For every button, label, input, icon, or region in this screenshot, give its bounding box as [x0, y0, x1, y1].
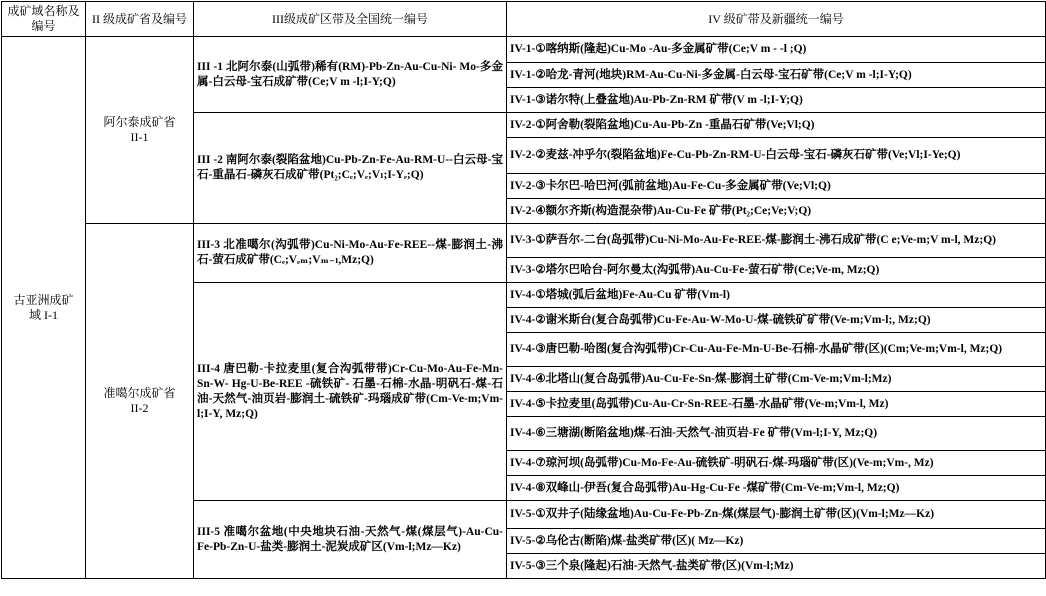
zone-cell: IV-2-②麦兹-冲乎尔(裂陷盆地)Fe-Cu-Pb-Zn-RM-U-白云母-宝石-磷灰石矿带(Ve;Vl;I-Ye;Q) — [507, 138, 1046, 174]
province-cell: 准噶尔成矿省 II-2 — [86, 224, 194, 579]
belt-cell: III-3 北准噶尔(沟弧带)Cu-Ni-Mo-Au-Fe-REE--煤-膨润土-沸石-萤石成矿带(Cₑ;Vₑₘ;Vₘ₋ₗ,Mz;Q) — [194, 224, 507, 283]
header-row — [2, 2, 1046, 37]
zone-cell: IV-1-①喀纳斯(隆起)Cu-Mo -Au-多金属矿带(Ce;V m - -l ;Q) — [507, 37, 1046, 63]
province-cell: 阿尔泰成矿省 II-1 — [86, 37, 194, 224]
zone-cell: IV-3-②塔尔巴哈台-阿尔曼太(沟弧带)Au-Cu-Fe-萤石矿带(Ce;Ve-m, Mz;Q) — [507, 258, 1046, 283]
zone-cell: IV-3-①萨吾尔-二台(岛弧带)Cu-Ni-Mo-Au-Fe-REE-煤-膨润土-沸石成矿带(C e;Ve-m;V m-l, Mz;Q) — [507, 224, 1046, 258]
mineral-belt-table — [1, 1, 1046, 579]
zone-cell: IV-4-⑦琼河坝(岛弧带)Cu-Mo-Fe-Au-硫铁矿-明矾石-煤-玛瑙矿带(区)(Ve-m;Vm-, Mz) — [507, 451, 1046, 476]
domain-cell: 古亚洲成矿域 I-1 — [2, 37, 86, 579]
zone-cell: IV-5-②乌伦古(断陷)煤-盐类矿带(区)( Mz—Kz) — [507, 529, 1046, 554]
belt-cell: III-4 唐巴勒-卡拉麦里(复合沟弧带带)Cr-Cu-Mo-Au-Fe-Mn-Sn-W- Hg-U-Be-REE -硫铁矿- 石墨-石棉-水晶-明矾石-煤-石油-天然气-油页岩-膨润土-硫铁矿-玛瑙成矿带(Cm-Ve-m;Vm-l;I-Y, Mz;Q) — [194, 283, 507, 501]
zone-cell: IV-4-⑧双峰山-伊吾(复合岛弧带)Au-Hg-Cu-Fe -煤矿带(Cm-Ve-m;Vm-l, Mz;Q) — [507, 476, 1046, 501]
zone-cell: IV-5-①双井子(陆缘盆地)Au-Cu-Fe-Pb-Zn-煤(煤层气)-膨润土矿带(区)(Vm-l;Mz—Kz) — [507, 501, 1046, 529]
zone-cell: IV-2-①阿舍勒(裂陷盆地)Cu-Au-Pb-Zn -重晶石矿带(Ve;Vl;Q) — [507, 113, 1046, 138]
belt-cell: III -1 北阿尔泰(山弧带)稀有(RM)-Pb-Zn-Au-Cu-Ni- Mo-多金属-白云母-宝石成矿带(Ce;V m -l;I-Y;Q) — [194, 37, 507, 113]
zone-cell: IV-4-③唐巴勒-哈图(复合沟弧带)Cr-Cu-Au-Fe-Mn-U-Be-石棉-水晶矿带(区)(Cm;Ve-m;Vm-l, Mz;Q) — [507, 333, 1046, 367]
belt-cell: III-5 准噶尔盆地(中央地块石油-天然气-煤(煤层气)-Au-Cu-Fe-Pb-Zn-U-盐类-膨润土-泥炭成矿区(Vm-l;Mz—Kz) — [194, 501, 507, 579]
zone-cell: IV-4-④北塔山(复合岛弧带)Au-Cu-Fe-Sn-煤-膨润土矿带(Cm-Ve-m;Vm-l;Mz) — [507, 367, 1046, 392]
zone-cell: IV-4-②谢米斯台(复合岛弧带)Cu-Fe-Au-W-Mo-U-煤-硫铁矿矿带(Ve-m;Vm-l;, Mz;Q) — [507, 308, 1046, 333]
belt-cell: III -2 南阿尔泰(裂陷盆地)Cu-Pb-Zn-Fe-Au-RM-U--白云母-宝石-重晶石-磷灰石成矿带(Pt₂;Cₑ;Vₑ;Vₗ;I-Yₑ;Q) — [194, 113, 507, 224]
zone-cell: IV-1-②哈龙-青河(地块)RM-Au-Cu-Ni-多金属-白云母-宝石矿带(Ce;V m -l;I-Y;Q) — [507, 63, 1046, 88]
header-belt: III级成矿区带及全国统一编号 — [194, 2, 507, 37]
zone-cell: IV-2-③卡尔巴-哈巴河(弧前盆地)Au-Fe-Cu-多金属矿带(Ve;Vl;Q) — [507, 174, 1046, 199]
table-row — [2, 224, 1046, 258]
header-province: II 级成矿省及编号 — [86, 2, 194, 37]
zone-cell: IV-2-④额尔齐斯(构造混杂带)Au-Cu-Fe 矿带(Pt₂;Ce;Ve;V;Q) — [507, 199, 1046, 224]
header-zone: IV 级矿带及新疆统一编号 — [507, 2, 1046, 37]
zone-cell: IV-4-⑤卡拉麦里(岛弧带)Cu-Au-Cr-Sn-REE-石墨-水晶矿带(Ve-m;Vm-l, Mz) — [507, 392, 1046, 417]
zone-cell: IV-4-①塔城(弧后盆地)Fe-Au-Cu 矿带(Vm-l) — [507, 283, 1046, 308]
table-row — [2, 37, 1046, 63]
header-domain: 成矿域名称及编号 — [2, 2, 86, 37]
zone-cell: IV-4-⑥三塘湖(断陷盆地)煤-石油-天然气-油页岩-Fe 矿带(Vm-l;I-Y, Mz;Q) — [507, 417, 1046, 451]
zone-cell: IV-1-③诺尔特(上叠盆地)Au-Pb-Zn-RM 矿带(V m -l;I-Y;Q) — [507, 88, 1046, 113]
zone-cell: IV-5-③三个泉(隆起)石油-天然气-盐类矿带(区)(Vm-l;Mz) — [507, 554, 1046, 579]
